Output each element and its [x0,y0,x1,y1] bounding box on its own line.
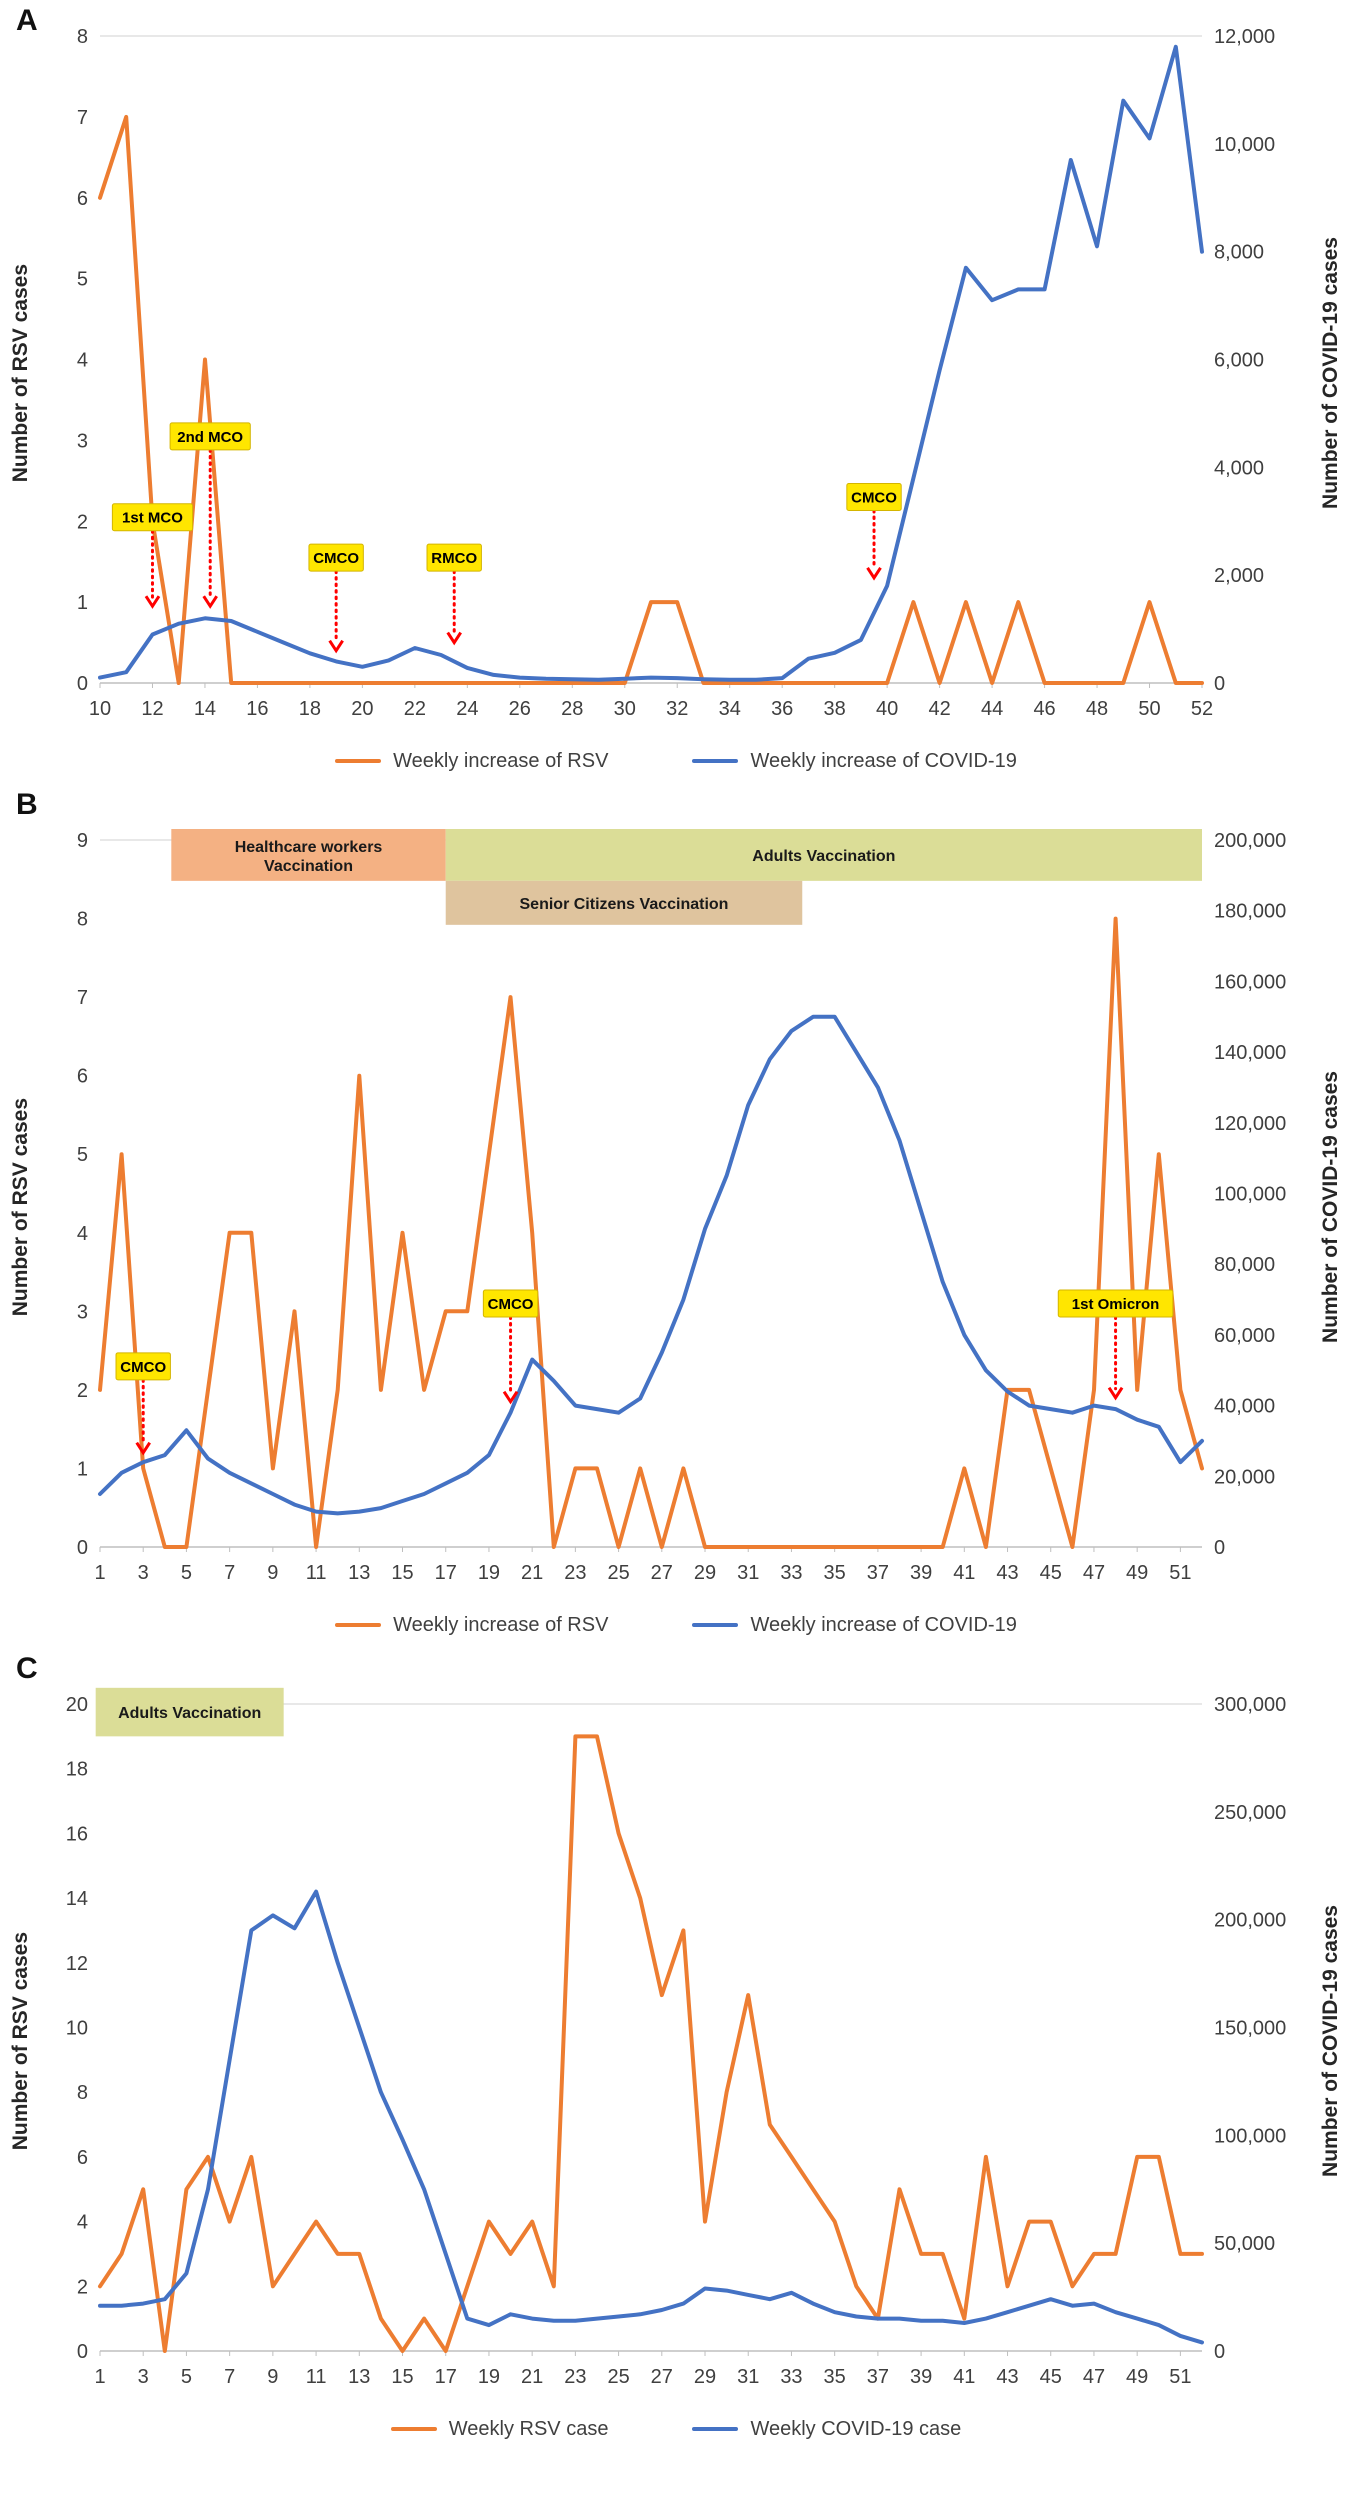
svg-text:26: 26 [508,698,531,720]
svg-text:40: 40 [876,698,899,720]
svg-text:2,000: 2,000 [1214,565,1265,588]
svg-text:5: 5 [180,2366,192,2388]
svg-text:1st MCO: 1st MCO [122,509,183,527]
panel-a-letter: A [16,4,38,37]
svg-text:6: 6 [76,187,88,210]
svg-text:50: 50 [1138,698,1161,720]
panel-a-chart-row [0,8,1352,738]
svg-text:6: 6 [76,1065,88,1088]
svg-text:32: 32 [666,698,689,720]
svg-text:0: 0 [76,1537,88,1559]
svg-text:2nd MCO: 2nd MCO [177,428,244,446]
svg-text:CMCO: CMCO [313,550,360,568]
svg-text:23: 23 [564,1562,587,1584]
svg-text:CMCO: CMCO [851,489,897,507]
svg-text:RMCO: RMCO [431,550,478,568]
svg-text:14: 14 [193,698,217,720]
rsv-legend-swatch [335,759,381,763]
svg-text:8,000: 8,000 [1214,241,1265,264]
panel-a-chart [42,8,1310,738]
svg-text:140,000: 140,000 [1214,1042,1287,1065]
svg-text:7: 7 [76,987,88,1010]
svg-text:19: 19 [477,1562,501,1584]
panel-b-right-axis-title: Number of COVID-19 cases [1319,1071,1342,1343]
svg-text:25: 25 [607,2366,630,2388]
panel-b-chart [42,812,1310,1602]
svg-text:33: 33 [780,1562,803,1584]
rsv-legend-swatch [391,2427,437,2431]
svg-text:39: 39 [909,2366,933,2388]
panel-c-right-axis-title: Number of COVID-19 cases [1319,1905,1342,2177]
svg-text:16: 16 [65,1823,88,1846]
svg-text:8: 8 [76,26,88,48]
svg-text:5: 5 [76,1144,88,1167]
svg-text:35: 35 [823,2366,846,2388]
svg-text:5: 5 [180,1562,192,1584]
svg-text:2: 2 [76,2276,88,2299]
rsv-series-line [100,1736,1202,2351]
svg-text:46: 46 [1033,698,1056,720]
svg-text:200,000: 200,000 [1214,830,1287,852]
svg-text:34: 34 [718,698,741,720]
svg-text:21: 21 [521,1562,544,1584]
svg-text:14: 14 [65,1888,88,1911]
svg-text:48: 48 [1085,698,1109,720]
svg-text:20: 20 [65,1694,88,1716]
svg-text:0: 0 [1214,2341,1226,2363]
rsv-series-line [100,919,1202,1547]
svg-text:8: 8 [76,2082,88,2105]
panel-c [0,1648,1352,2452]
panel-c-legend [0,2406,1352,2452]
svg-text:4,000: 4,000 [1214,457,1265,480]
svg-text:11: 11 [305,2366,327,2388]
svg-text:Healthcare workers: Healthcare workers [234,838,383,856]
rsv-legend-label: Weekly RSV case [448,2417,609,2440]
panel-a-legend [0,738,1352,784]
svg-text:CMCO: CMCO [120,1358,167,1376]
panel-c-letter: C [16,1652,38,1685]
covid-series-line [100,1892,1202,2343]
svg-text:9: 9 [267,1562,279,1584]
svg-text:Vaccination: Vaccination [264,857,353,875]
panel-c-left-axis-title: Number of RSV cases [9,1931,32,2151]
svg-text:31: 31 [737,2366,760,2388]
svg-text:51: 51 [1169,2366,1192,2388]
panel-b-letter: B [16,788,38,821]
svg-text:7: 7 [76,106,88,129]
svg-text:15: 15 [391,2366,414,2388]
svg-text:37: 37 [866,1562,890,1584]
svg-text:50,000: 50,000 [1214,2233,1276,2256]
svg-text:11: 11 [305,1562,327,1584]
panel-b-legend-rsv [335,1614,608,1637]
svg-text:25: 25 [607,1562,630,1584]
svg-text:20: 20 [351,698,374,720]
panel-a-left-axis-title: Number of RSV cases [9,263,32,483]
svg-text:3: 3 [137,2366,149,2388]
svg-text:1: 1 [94,2366,106,2388]
covid-legend-swatch [692,2427,738,2431]
svg-text:3: 3 [137,1562,149,1584]
svg-text:10: 10 [65,2017,88,2040]
svg-text:7: 7 [224,2366,236,2388]
svg-text:37: 37 [866,2366,890,2388]
svg-text:6,000: 6,000 [1214,349,1265,372]
svg-text:49: 49 [1126,2366,1149,2388]
svg-text:12: 12 [141,698,164,720]
svg-text:38: 38 [823,698,846,720]
svg-text:49: 49 [1126,1562,1149,1584]
panel-b-left-axis-title: Number of RSV cases [9,1097,32,1317]
panel-b-legend-covid [692,1614,1016,1637]
svg-text:1: 1 [94,1562,106,1584]
svg-text:4: 4 [76,349,88,372]
svg-text:10,000: 10,000 [1214,133,1276,156]
svg-text:21: 21 [521,2366,544,2388]
svg-text:20,000: 20,000 [1214,1466,1276,1489]
svg-text:10: 10 [88,698,112,720]
panel-c-legend-covid [692,2418,961,2441]
svg-text:1st Omicron: 1st Omicron [1071,1295,1160,1313]
rsv-series-line [100,117,1202,683]
svg-text:80,000: 80,000 [1214,1254,1276,1277]
panel-b-chart-row [0,812,1352,1602]
svg-text:100,000: 100,000 [1214,1183,1287,1206]
svg-text:0: 0 [76,673,88,695]
svg-text:36: 36 [771,698,794,720]
panel-c-chart [42,1676,1310,2406]
svg-text:41: 41 [953,2366,976,2388]
svg-text:12,000: 12,000 [1214,26,1276,48]
svg-text:1: 1 [76,1458,88,1481]
svg-text:0: 0 [1214,673,1226,695]
svg-text:9: 9 [267,2366,279,2388]
svg-text:29: 29 [693,2366,717,2388]
svg-text:4: 4 [76,2211,88,2234]
svg-text:19: 19 [477,2366,501,2388]
svg-text:30: 30 [613,698,636,720]
svg-text:42: 42 [928,698,951,720]
covid-legend-label: Weekly COVID-19 case [750,2417,962,2440]
svg-text:250,000: 250,000 [1214,1801,1287,1824]
svg-text:300,000: 300,000 [1214,1694,1287,1716]
svg-text:200,000: 200,000 [1214,1909,1287,1932]
svg-text:2: 2 [76,511,88,534]
svg-text:180,000: 180,000 [1214,900,1287,923]
svg-text:0: 0 [1214,1537,1226,1559]
svg-text:6: 6 [76,2146,88,2169]
svg-text:40,000: 40,000 [1214,1395,1276,1418]
svg-text:33: 33 [780,2366,803,2388]
svg-text:28: 28 [561,698,584,720]
covid-series-line [100,1017,1202,1514]
svg-text:18: 18 [298,698,322,720]
svg-text:Adults Vaccination: Adults Vaccination [752,847,896,865]
svg-text:160,000: 160,000 [1214,971,1287,994]
svg-text:7: 7 [224,1562,236,1584]
svg-text:27: 27 [650,2366,673,2388]
svg-text:Adults Vaccination: Adults Vaccination [118,1705,262,1723]
svg-text:15: 15 [391,1562,414,1584]
svg-text:4: 4 [76,1222,88,1245]
svg-text:1: 1 [76,592,88,615]
covid-legend-label: Weekly increase of COVID-19 [750,749,1017,772]
svg-text:27: 27 [650,1562,673,1584]
svg-text:41: 41 [953,1562,976,1584]
svg-text:CMCO: CMCO [487,1295,534,1313]
covid-legend-swatch [692,759,738,763]
panel-b [0,784,1352,1648]
svg-text:3: 3 [76,1301,88,1324]
svg-text:100,000: 100,000 [1214,2125,1287,2148]
svg-text:17: 17 [434,1562,457,1584]
svg-text:13: 13 [348,1562,371,1584]
svg-text:13: 13 [348,2366,371,2388]
panel-b-legend [0,1602,1352,1648]
svg-text:51: 51 [1169,1562,1192,1584]
panel-a-right-axis-title: Number of COVID-19 cases [1319,237,1342,509]
rsv-legend-swatch [335,1623,381,1627]
covid-legend-label: Weekly increase of COVID-19 [750,1613,1017,1636]
svg-text:5: 5 [76,268,88,291]
svg-text:22: 22 [403,698,426,720]
svg-text:23: 23 [564,2366,587,2388]
svg-text:45: 45 [1039,1562,1062,1584]
svg-text:12: 12 [65,1952,88,1975]
svg-text:2: 2 [76,1379,88,1402]
svg-text:3: 3 [76,430,88,453]
svg-text:47: 47 [1082,2366,1106,2388]
rsv-legend-label: Weekly increase of RSV [393,1613,609,1636]
svg-text:29: 29 [693,1562,717,1584]
panel-a [0,0,1352,784]
svg-text:24: 24 [456,698,479,720]
covid-series-line [100,47,1202,680]
svg-text:31: 31 [737,1562,760,1584]
svg-text:44: 44 [980,698,1004,720]
svg-text:47: 47 [1082,1562,1106,1584]
svg-text:8: 8 [76,908,88,931]
svg-text:60,000: 60,000 [1214,1324,1276,1347]
svg-text:43: 43 [996,1562,1019,1584]
svg-text:52: 52 [1190,698,1214,720]
svg-text:9: 9 [76,830,88,852]
svg-text:150,000: 150,000 [1214,2017,1287,2040]
svg-text:16: 16 [246,698,269,720]
svg-text:45: 45 [1039,2366,1062,2388]
covid-legend-swatch [692,1623,738,1627]
svg-text:Senior Citizens Vaccination: Senior Citizens Vaccination [519,895,729,913]
svg-text:120,000: 120,000 [1214,1112,1287,1135]
svg-text:0: 0 [76,2341,88,2363]
panel-c-legend-rsv [391,2418,609,2441]
svg-text:17: 17 [434,2366,457,2388]
panel-a-legend-covid [692,750,1016,773]
svg-text:39: 39 [909,1562,933,1584]
panel-c-chart-row [0,1676,1352,2406]
svg-text:35: 35 [823,1562,846,1584]
panel-a-legend-rsv [335,750,608,773]
rsv-legend-label: Weekly increase of RSV [393,749,609,772]
svg-text:43: 43 [996,2366,1019,2388]
svg-text:18: 18 [65,1758,88,1781]
